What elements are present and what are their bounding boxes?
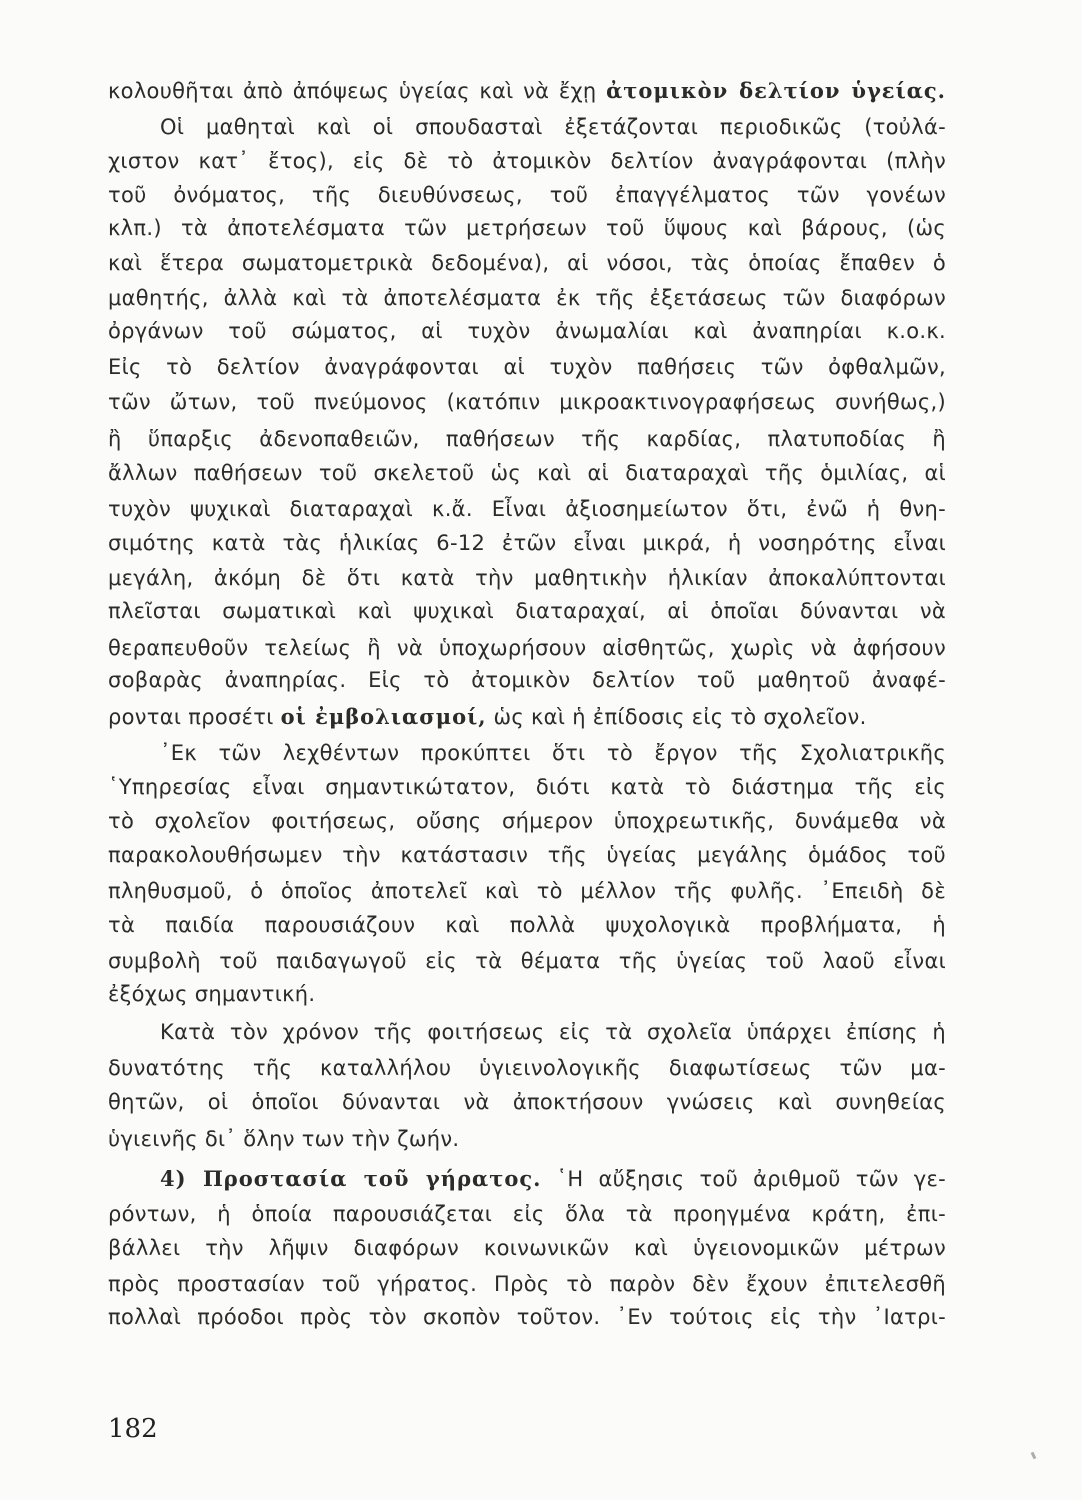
text-line — [108, 946, 946, 976]
text-run: κολουθῆται ἀπὸ ἀπόψεως ὑγείας καὶ νὰ ἔχῃ — [108, 79, 607, 103]
text-run: σιμότης κατὰ τὰς ἡλικίας 6-12 ἐτῶν εἶναι μικρά, ἡ νοσηρότης εἶναι — [108, 531, 946, 555]
text-line — [108, 702, 946, 732]
text-run: τὰ παιδία παρουσιάζουν καὶ πολλὰ ψυχολογικὰ προβλήματα, ἡ — [108, 913, 946, 937]
text-line — [108, 806, 946, 836]
text-line — [108, 1199, 946, 1229]
text-line — [108, 563, 946, 593]
text-run: θητῶν, οἱ ὁποῖοι δύνανται νὰ ἀποκτήσουν γνώσεις καὶ συνηθείας — [108, 1090, 946, 1114]
text-line — [108, 772, 946, 802]
text-line — [108, 458, 946, 488]
text-line — [108, 1233, 946, 1263]
text-line — [108, 596, 946, 626]
emphasized-term: οἱ ἐμβολιασμοί, — [280, 704, 487, 729]
text-run: πλεῖσται σωματικαὶ καὶ ψυχικαὶ διαταραχαί, αἱ ὁποῖαι δύνανται νὰ — [108, 599, 946, 623]
text-run: θεραπευθοῦν τελείως ἢ νὰ ὑποχωρήσουν αἰσθητῶς, χωρὶς νὰ ἀφήσουν — [108, 636, 946, 660]
text-line — [160, 1017, 946, 1047]
text-line — [108, 283, 946, 313]
text-run: κλπ.) τὰ ἀποτελέσματα τῶν μετρήσεων τοῦ ὕψους καὶ βάρους, (ὡς — [108, 216, 946, 240]
text-run: καὶ ἕτερα σωματομετρικὰ δεδομένα), αἱ νόσοι, τὰς ὁποίας ἔπαθεν ὁ — [108, 251, 946, 275]
text-run: χιστον κατ᾽ ἔτος), εἰς δὲ τὸ ἀτομικὸν δελτίον ἀναγράφονται (πλὴν — [108, 149, 946, 173]
text-line — [108, 316, 946, 346]
text-line — [160, 112, 946, 142]
text-line — [108, 528, 946, 558]
text-run: τὸ σχολεῖον φοιτήσεως, οὔσης σήμερον ὑποχρεωτικῆς, δυνάμεθα νὰ — [108, 809, 946, 833]
scan-speck — [1031, 1452, 1037, 1460]
text-line — [160, 738, 946, 768]
text-line — [108, 1053, 946, 1083]
text-run: Οἱ μαθηταὶ καὶ οἱ σπουδασταὶ ἐξετάζονται περιοδικῶς (τοὐλά- — [160, 115, 946, 139]
text-line — [108, 180, 946, 210]
text-run: συμβολὴ τοῦ παιδαγωγοῦ εἰς τὰ θέματα τῆς ὑγείας τοῦ λαοῦ εἶναι — [108, 949, 946, 973]
emphasized-term: ἀτομικὸν δελτίον ὑγείας. — [606, 78, 946, 103]
text-run: πρὸς προστασίαν τοῦ γήρατος. Πρὸς τὸ παρὸν δὲν ἔχουν ἐπιτελεσθῆ — [108, 1272, 946, 1296]
text-line — [108, 633, 946, 663]
text-run: ὀργάνων τοῦ σώματος, αἱ τυχὸν ἀνωμαλίαι καὶ ἀναπηρίαι κ.ο.κ. — [108, 319, 946, 343]
text-run: πληθυσμοῦ, ὁ ὁποῖος ἀποτελεῖ καὶ τὸ μέλλον τῆς φυλῆς. ᾿Επειδὴ δὲ — [108, 879, 946, 903]
text-run: τοῦ ὀνόματος, τῆς διευθύνσεως, τοῦ ἐπαγγέλματος τῶν γονέων — [108, 183, 946, 207]
text-run: μεγάλη, ἀκόμη δὲ ὅτι κατὰ τὴν μαθητικὴν ἡλικίαν ἀποκαλύπτονται — [108, 566, 946, 590]
text-run: δυνατότης τῆς καταλλήλου ὑγιεινολογικῆς διαφωτίσεως τῶν μα- — [108, 1056, 946, 1080]
text-line — [108, 1087, 946, 1117]
text-line — [108, 387, 946, 417]
text-line — [108, 352, 946, 382]
text-run: σοβαρὰς ἀναπηρίας. Εἰς τὸ ἀτομικὸν δελτίον τοῦ μαθητοῦ ἀναφέ- — [108, 668, 946, 692]
text-run: τυχὸν ψυχικαὶ διαταραχαὶ κ.ἄ. Εἶναι ἀξιοσημείωτον ὅτι, ἐνῶ ἡ θνη- — [108, 497, 946, 521]
text-run: πολλαὶ πρόοδοι πρὸς τὸν σκοπὸν τοῦτον. ᾿Εν τούτοις εἰς τὴν ᾿Ιατρι- — [108, 1305, 946, 1329]
text-line — [108, 424, 946, 454]
text-line — [108, 76, 946, 106]
emphasized-term: 4) Προστασία τοῦ γήρατος. — [160, 1166, 542, 1191]
text-run: ἄλλων παθήσεων τοῦ σκελετοῦ ὡς καὶ αἱ διαταραχαὶ τῆς ὁμιλίας, αἱ — [108, 461, 946, 485]
text-run: ρόντων, ἡ ὁποία παρουσιάζεται εἰς ὅλα τὰ προηγμένα κράτη, ἐπι- — [108, 1202, 946, 1226]
text-line — [108, 840, 946, 870]
text-line — [108, 213, 946, 243]
page-number: 182 — [108, 1414, 158, 1444]
text-line — [108, 1302, 946, 1332]
text-line — [108, 876, 946, 906]
text-line — [108, 910, 946, 940]
text-run: Κατὰ τὸν χρόνον τῆς φοιτήσεως εἰς τὰ σχολεῖα ὑπάρχει ἐπίσης ἡ — [160, 1020, 946, 1044]
text-line — [108, 1269, 946, 1299]
text-run: τῶν ὤτων, τοῦ πνεύμονος (κατόπιν μικροακτινογραφήσεως συνήθως,) — [108, 390, 946, 414]
text-run: ἢ ὕπαρξις ἀδενοπαθειῶν, παθήσεων τῆς καρδίας, πλατυποδίας ἢ — [108, 427, 946, 451]
text-run: ῾Υπηρεσίας εἶναι σημαντικώτατον, διότι κατὰ τὸ διάστημα τῆς εἰς — [108, 775, 946, 799]
text-line — [108, 494, 946, 524]
text-run: ὡς καὶ ἡ ἐπίδοσις εἰς τὸ σχολεῖον. — [486, 705, 867, 729]
text-run: ῾Η αὔξησις τοῦ ἀριθμοῦ τῶν γε- — [541, 1167, 947, 1191]
text-line — [108, 248, 946, 278]
text-run: βάλλει τὴν λῆψιν διαφόρων κοινωνικῶν καὶ ὑγειονομικῶν μέτρων — [108, 1236, 946, 1260]
text-run: ᾿Εκ τῶν λεχθέντων προκύπτει ὅτι τὸ ἔργον τῆς Σχολιατρικῆς — [160, 741, 946, 765]
text-run: μαθητής, ἀλλὰ καὶ τὰ ἀποτελέσματα ἐκ τῆς ἐξετάσεως τῶν διαφόρων — [108, 286, 946, 310]
text-run: ρονται προσέτι — [108, 705, 281, 729]
text-run: Εἰς τὸ δελτίον ἀναγράφονται αἱ τυχὸν παθήσεις τῶν ὀφθαλμῶν, — [108, 355, 946, 379]
text-run: ὑγιεινῆς δι᾽ ὅλην των τὴν ζωήν. — [108, 1127, 460, 1151]
text-line — [108, 979, 946, 1009]
text-line — [108, 1124, 946, 1154]
text-run: παρακολουθήσωμεν τὴν κατάστασιν τῆς ὑγείας μεγάλης ὁμάδος τοῦ — [108, 843, 946, 867]
text-run: ἐξόχως σημαντική. — [108, 982, 316, 1006]
text-line — [108, 665, 946, 695]
text-line — [108, 146, 946, 176]
text-line — [160, 1164, 946, 1194]
